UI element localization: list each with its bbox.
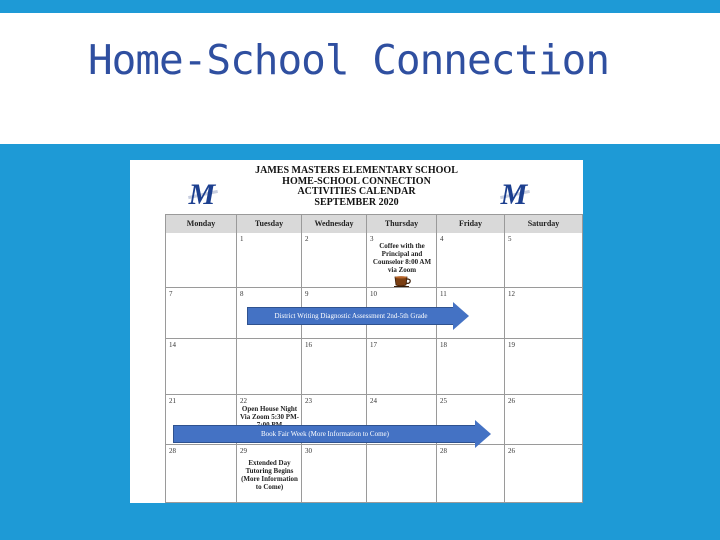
date-number: 8 bbox=[240, 290, 244, 298]
arrow-head bbox=[453, 302, 469, 330]
calendar-cell bbox=[165, 445, 237, 503]
coffee-cup-icon bbox=[393, 274, 413, 288]
calendar-cell bbox=[302, 445, 367, 503]
activities-calendar bbox=[130, 160, 583, 503]
calendar-cell bbox=[237, 233, 302, 288]
day-header: Friday bbox=[437, 214, 505, 233]
date-number: 26 bbox=[508, 397, 515, 405]
school-logo-right bbox=[496, 180, 532, 210]
calendar-cell bbox=[437, 233, 505, 288]
day-header: Monday bbox=[165, 214, 237, 233]
logo-letter: M bbox=[500, 178, 528, 211]
calendar-cell bbox=[302, 233, 367, 288]
calendar-cell bbox=[437, 445, 505, 503]
day-header: Wednesday bbox=[302, 214, 367, 233]
calendar-month: SEPTEMBER 2020 bbox=[314, 196, 399, 208]
calendar-cell bbox=[437, 339, 505, 395]
calendar-cell bbox=[505, 395, 583, 445]
date-number: 18 bbox=[440, 341, 447, 349]
date-number: 25 bbox=[440, 397, 447, 405]
logo-letter: M bbox=[188, 178, 216, 211]
date-number: 11 bbox=[440, 290, 447, 298]
date-number: 10 bbox=[370, 290, 377, 298]
calendar-cell bbox=[302, 339, 367, 395]
calendar-cell bbox=[505, 233, 583, 288]
coffee-event-text: Coffee with the Principal and Counselor 8:00 AM via Zoom bbox=[372, 242, 432, 274]
extended-day-event-text: Extended Day Tutoring Begins (More Information to Come) bbox=[241, 459, 298, 491]
date-number: 24 bbox=[370, 397, 377, 405]
calendar-grid bbox=[165, 214, 583, 503]
day-header: Saturday bbox=[505, 214, 583, 233]
calendar-subtitle: HOME-SCHOOL CONNECTION bbox=[282, 175, 431, 187]
date-number: 1 bbox=[240, 235, 244, 243]
book-fair-banner bbox=[173, 420, 491, 448]
calendar-cell bbox=[505, 288, 583, 339]
date-number: 30 bbox=[305, 447, 312, 455]
date-number: 14 bbox=[169, 341, 176, 349]
date-number: 2 bbox=[305, 235, 309, 243]
date-number: 17 bbox=[370, 341, 377, 349]
slide-title: Home-School Connection bbox=[88, 36, 610, 84]
date-number: 3 bbox=[370, 235, 374, 243]
calendar-cell bbox=[367, 339, 437, 395]
calendar-cell bbox=[165, 339, 237, 395]
calendar-cell bbox=[165, 233, 237, 288]
calendar-cell bbox=[505, 339, 583, 395]
calendar-type: ACTIVITIES CALENDAR bbox=[297, 186, 416, 197]
calendar-cell bbox=[367, 445, 437, 503]
top-accent-bar bbox=[0, 0, 720, 13]
arrow-head bbox=[475, 420, 491, 448]
open-house-event-text: Open House Night Via Zoom 5:30 PM- bbox=[239, 405, 300, 421]
date-number: 16 bbox=[305, 341, 312, 349]
date-number: 28 bbox=[169, 447, 176, 455]
date-number: 7 bbox=[169, 290, 173, 298]
date-number: 9 bbox=[305, 290, 309, 298]
date-number: 28 bbox=[440, 447, 447, 455]
school-logo-left bbox=[184, 180, 220, 210]
day-header: Thursday bbox=[367, 214, 437, 233]
day-header: Tuesday bbox=[237, 214, 302, 233]
banner-label: District Writing Diagnostic Assessment 2nd-5th Grade bbox=[274, 312, 428, 320]
date-number: 19 bbox=[508, 341, 515, 349]
date-number: 26 bbox=[508, 447, 515, 455]
date-number: 4 bbox=[440, 235, 444, 243]
date-number: 21 bbox=[169, 397, 176, 405]
date-number: 29 bbox=[240, 447, 247, 455]
date-number: 22 bbox=[240, 397, 247, 405]
school-name: JAMES MASTERS ELEMENTARY SCHOOL bbox=[255, 165, 458, 176]
calendar-cell bbox=[237, 339, 302, 395]
calendar-cell bbox=[165, 288, 237, 339]
writing-assessment-banner bbox=[247, 302, 469, 330]
date-number: 12 bbox=[508, 290, 515, 298]
date-number: 23 bbox=[305, 397, 312, 405]
calendar-cell bbox=[505, 445, 583, 503]
date-number: 5 bbox=[508, 235, 512, 243]
banner-label: Book Fair Week (More Information to Come) bbox=[260, 430, 389, 438]
